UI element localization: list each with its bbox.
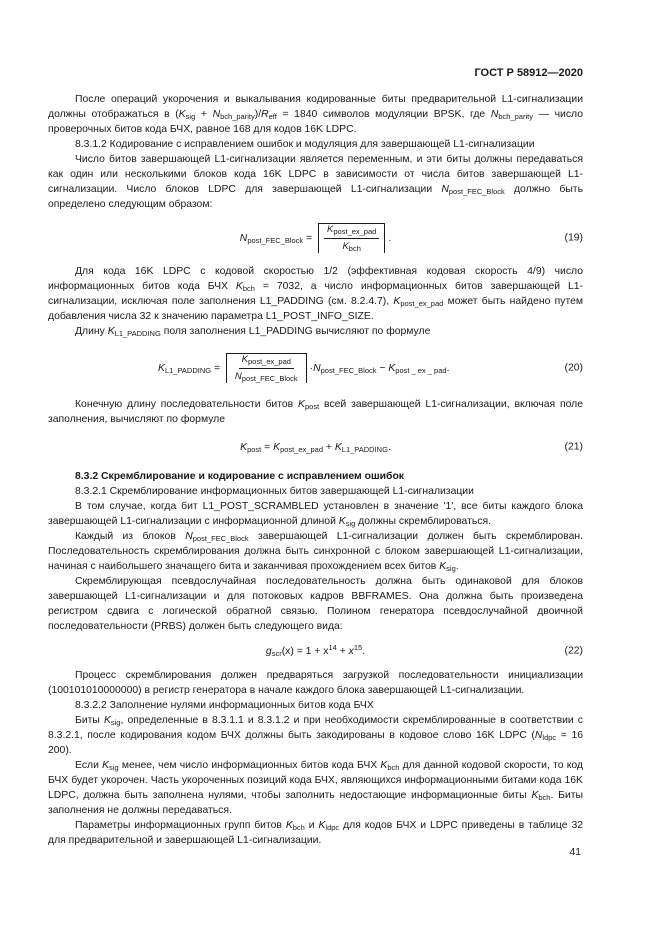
paragraph: Число битов завершающей L1-сигнализации является переменным, и эти биты должны передаваться как один или несколькими блоков кода 16K LDPC в зависимости от числа битов завершающей L1-сигнализации. Число блоков LDPC для завершающей L1-сигнализации $N_{post\_FEC\_Block}$ должно быть определено следующим образом:: [48, 154, 583, 210]
paragraph: Биты $K_{sig}$, определенные в 8.3.1.1 и 8.3.1.2 и при необходимости скремблированные в соответствии с 8.3.2.1, после кодирования кодом БЧХ должны быть закодированы в кодовое слово 16K LDPC ($N_{ldpc} = 16$ 200).: [48, 715, 584, 756]
body-text: [48, 92, 583, 848]
standard-header: ГОСТ Р 58912—2020: [474, 67, 583, 79]
paragraph: В том случае, когда бит L1_POST_SCRAMBLED установлен в значение '1', все биты каждого блока завершающей L1-сигнализации с информационной длиной $K_{sig}$ должны скремблироваться.: [48, 501, 583, 528]
paragraph: Параметры информационных групп битов $K_{bch}$ и $K_{ldpc}$ для кодов БЧХ и LDPC приведены в таблице 32 для предварительной и завершающей L1-сигнализации.: [48, 820, 583, 846]
section-heading: 8.3.2 Скремблирование и кодирование с исправлением ошибок: [75, 471, 404, 482]
page-number: 41: [569, 847, 581, 858]
section-heading: 8.3.2.2 Заполнение нулями информационных битов кода БЧХ: [75, 700, 374, 711]
paragraph: Для кода 16K LDPC с кодовой скоростью 1/2 (эффективная кодовая скорость 4/9) число информационных битов кода БЧХ $K_{bch} = 7032$, а число информационных битов завершающей L1-сигнализации, исключая поле заполнения L1_PADDING (см. 8.2.4.7), $K_{post\_ex\_pad}$ может быть найдено путем добавления числа 32 к значению параметра L1_POST_INFO_SIZE.: [48, 266, 584, 322]
section-heading: 8.3.1.2 Кодирование с исправлением ошибок и модуляция для завершающей L1-сигнализации: [75, 139, 535, 150]
paragraph: Каждый из блоков $N_{post\_FEC\_Block}$ завершающей L1-сигнализации должен быть скремблирован. Последовательность скремблирования должна быть синхронной с блоком завершающей L1-сигнализации, начиная с наибольшего значащего бита и заканчивая прохождением всех битов $K_{sig}$.: [48, 531, 583, 573]
equation-number: (20): [564, 362, 583, 374]
equation-number: (22): [564, 645, 583, 657]
paragraph: Длину $K_{L1\_PADDING}$ поля заполнения L1_PADDING вычисляют по формуле: [75, 326, 431, 338]
formula-20: $K_{L1\_PADDING}$ = $\frac{K_{post\_ex\_pad}}{N_{post\_FEC\_Block}}$ $\cdot N_{post\_FEC\_Block} - K_{post \_ ex \_ pad}$. (20): [158, 354, 583, 383]
paragraph: Конечную длину последовательности битов $K_{post}$ всей завершающей L1-сигнализации, включая поле заполнения, вычисляют по формуле: [48, 399, 583, 425]
section-heading: 8.3.2.1 Скремблирование информационных битов завершающей L1-сигнализации: [75, 486, 474, 497]
equation-number: (19): [564, 232, 583, 244]
paragraph: Скремблирующая псевдослучайная последовательность должна быть одинаковой для блоков завершающей L1-сигнализации и для потоковых кадров BBFRAMES. Она должна быть произведена регистром сдвига с логической обратной связью. Полином генератора псевдослучайной двоичной последовательности (PRBS) должен быть следующего вида:: [48, 576, 583, 632]
formula-19: $N_{post\_FEC\_Block}$ = $\frac{K_{post\_ex\_pad}}{K_{bch}}$ . (19): [239, 224, 583, 253]
paragraph: Если $K_{sig}$ менее, чем число информационных битов кода БЧХ $K_{bch}$ для данной кодовой скорости, то код БЧХ будет укорочен. Часть укороченных позиций кода БЧХ, являющихся информационными битами кода 16K LDPC, должна быть заполнена нулями, чтобы заполнить недостающие информационные биты $K_{bch}$. Биты заполнения не должны передаваться.: [48, 760, 583, 816]
formula-22: $g_{scr}(x) = 1 + x^{14} + x^{15}$. (22): [265, 642, 583, 658]
paragraph: Процесс скремблирования должен предваряться загрузкой последовательности инициализации (100101010000000) в регистр генератора в начале каждого блока завершающей L1-сигнализации.: [48, 670, 583, 696]
equation-number: (21): [564, 441, 583, 453]
formula-21: $K_{post} = K_{post\_ex\_pad} + K_{L1\_PADDING}$. (21): [240, 441, 583, 454]
paragraph: После операций укорочения и выкалывания кодированные биты предварительной L1-сигнализации должны отображаться в $(K_{sig} + N_{bch\_parity})/R_{eff} = 1840$ символов модуляции BPSK, где $N_{bch\_parity}$ — число проверочных битов кода БЧХ, равное 168 для кодов 16K LDPC.: [48, 94, 584, 135]
